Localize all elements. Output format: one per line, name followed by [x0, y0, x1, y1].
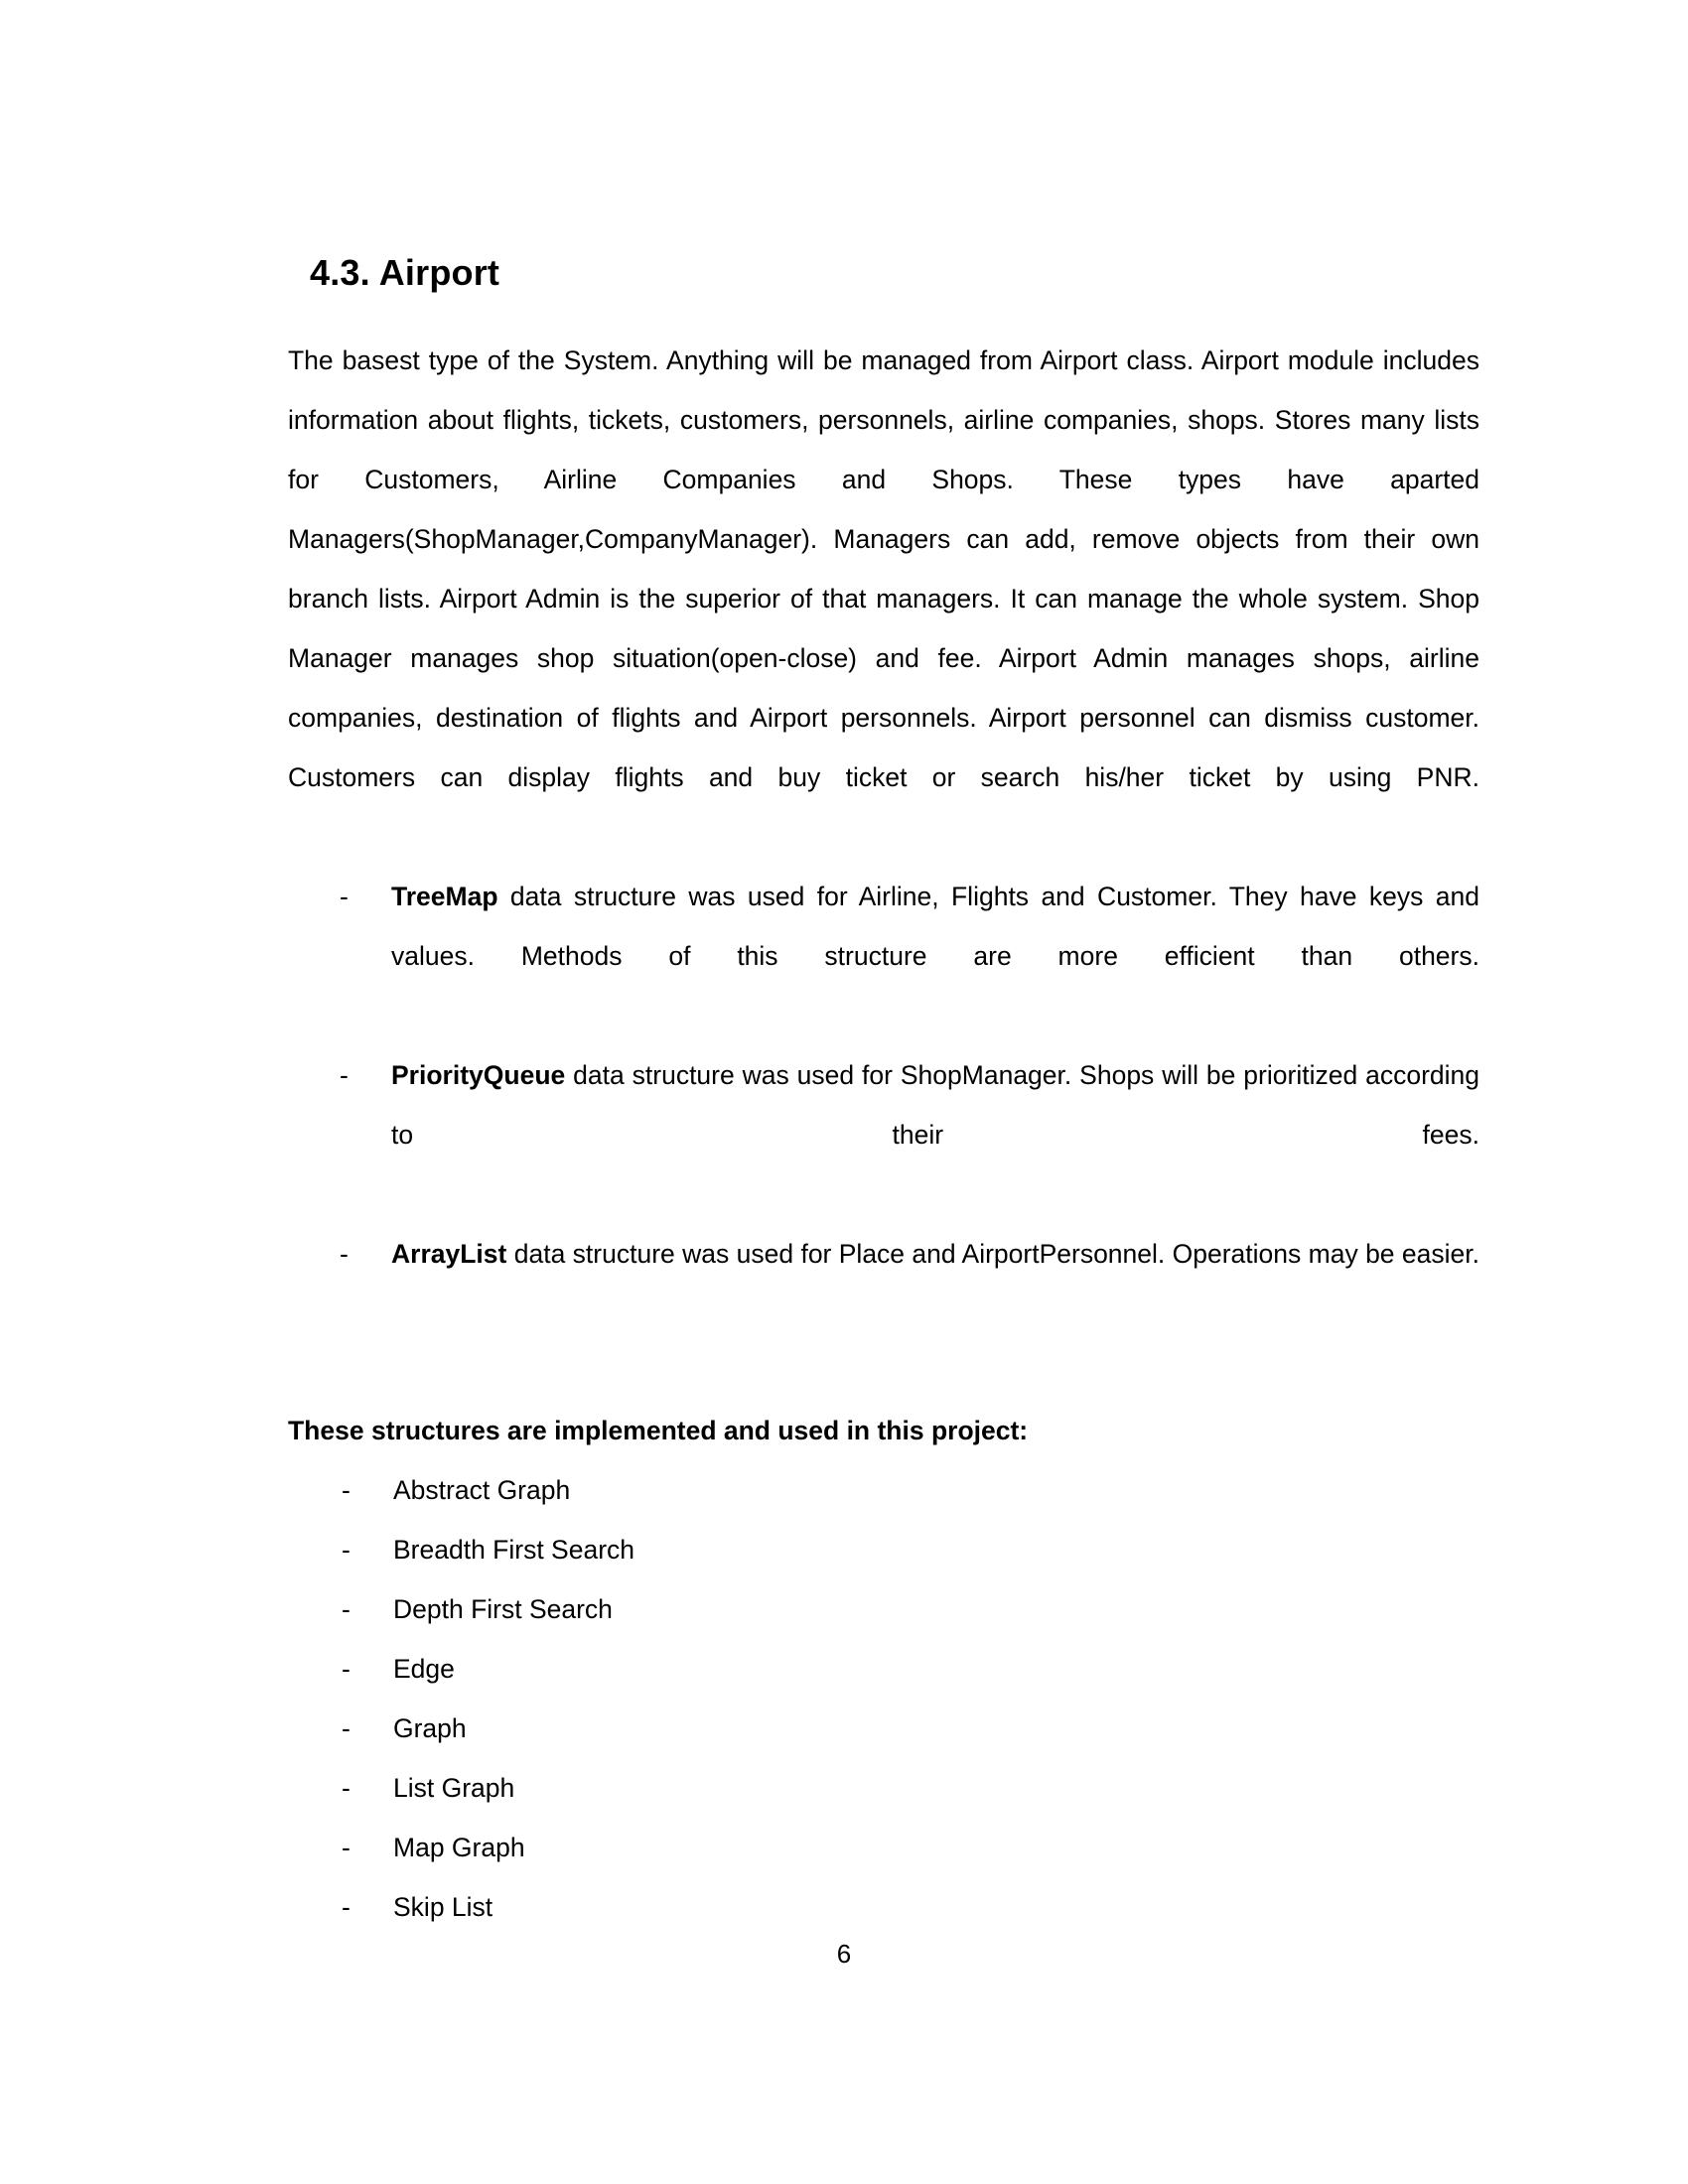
list-item-text: Depth First Search [393, 1593, 613, 1624]
list-item-text: Breadth First Search [393, 1534, 635, 1565]
list-item-text [391, 1224, 1479, 1343]
list-item-text: Skip List [393, 1891, 493, 1922]
dash-bullet-icon: - [342, 1474, 351, 1505]
dash-bullet-icon: - [340, 1238, 349, 1269]
structure-term: ArrayList [391, 1238, 507, 1269]
list-item [288, 1877, 1479, 1937]
list-item [288, 1224, 1479, 1343]
implemented-structures-heading: These structures are implemented and used in this project: [288, 1415, 1029, 1445]
dash-bullet-icon: - [342, 1653, 351, 1684]
list-item-text: Map Graph [393, 1832, 525, 1862]
structure-term: PriorityQueue [391, 1059, 566, 1090]
dash-bullet-icon: - [340, 1059, 349, 1090]
structure-description: data structure was used for Place and AirportPersonnel. Operations may be easier. [506, 1238, 1479, 1269]
list-item [288, 1758, 1479, 1818]
list-item-text: Abstract Graph [393, 1474, 571, 1505]
list-item-text: Edge [393, 1653, 455, 1684]
list-item-text: List Graph [393, 1772, 515, 1803]
section-heading: 4.3. Airport [310, 252, 500, 293]
structure-description: data structure was used for ShopManager. Shops will be prioritized according to their fees. [391, 1059, 1479, 1150]
dash-bullet-icon: - [342, 1593, 351, 1624]
dash-bullet-icon: - [342, 1891, 351, 1922]
list-item [288, 1818, 1479, 1877]
list-item-text [391, 867, 1479, 1045]
list-item [288, 1699, 1479, 1758]
dash-bullet-icon: - [342, 1534, 351, 1565]
list-item [288, 1579, 1479, 1639]
list-item-text [391, 1045, 1479, 1224]
list-item [288, 867, 1479, 1045]
dash-bullet-icon: - [340, 881, 349, 911]
structures-used-list [288, 867, 1479, 1343]
list-item [288, 1045, 1479, 1224]
structure-description: data structure was used for Airline, Flights and Customer. They have keys and values. Methods of this structure are more efficient than others. [391, 881, 1479, 971]
dash-bullet-icon: - [342, 1772, 351, 1803]
implemented-structures-list [288, 1460, 1479, 1937]
page-number: 6 [836, 1939, 852, 1969]
list-item [288, 1639, 1479, 1699]
dash-bullet-icon: - [342, 1712, 351, 1743]
list-item [288, 1520, 1479, 1579]
structure-term: TreeMap [391, 881, 498, 911]
dash-bullet-icon: - [342, 1832, 351, 1862]
list-item [288, 1460, 1479, 1520]
list-item-text: Graph [393, 1712, 467, 1743]
section-body-paragraph: The basest type of the System. Anything will be managed from Airport class. Airport module includes information about flights, tickets, customers, personnels, airline companies, shops. Stores many lists for Customers, Airline Companies and Shops. These types have aparted Managers(ShopManager,CompanyManager). Managers can add, remove objects from their own branch lists. Airport Admin is the superior of that managers. It can manage the whole system. Shop Manager manages shop situation(open-close) and fee. Airport Admin manages shops, airline companies, destination of flights and Airport personnels. Airport personnel can dismiss customer. Customers can display flights and buy ticket or search his/her ticket by using PNR. [288, 344, 1479, 792]
page-content [288, 253, 1479, 1937]
